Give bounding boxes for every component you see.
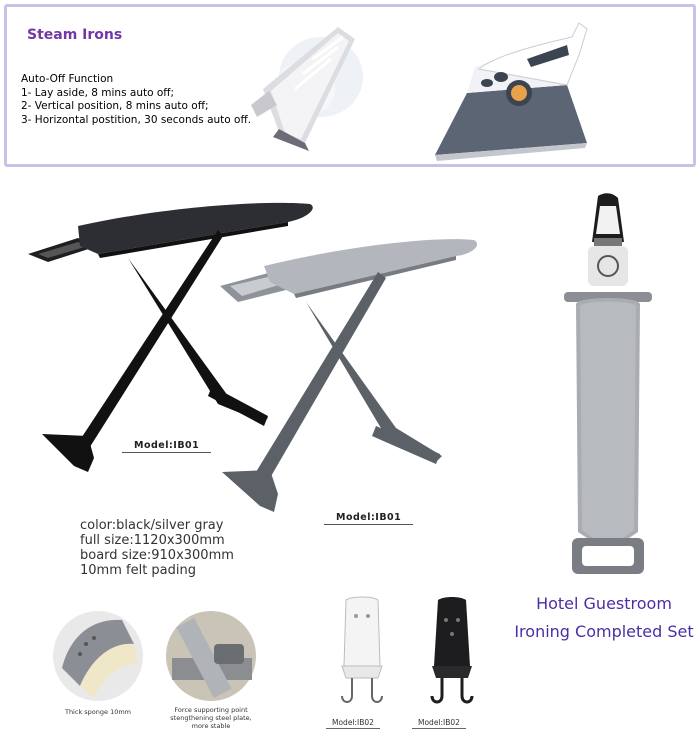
model-label-gray: Model:IB01 — [324, 512, 413, 525]
holder-black-model: Model:IB02 — [412, 718, 466, 729]
feature-item: 3- Horizontal postition, 30 seconds auto off. — [21, 113, 252, 126]
steel-plate-caption — [154, 706, 268, 730]
plate-caption-line: stengthening steel plate, — [170, 714, 252, 722]
model-label-black: Model:IB01 — [122, 440, 211, 453]
holder-white-model: Model:IB02 — [326, 718, 380, 729]
sponge-detail-image — [52, 608, 144, 704]
iron-holder-white-image — [332, 596, 392, 710]
set-title-line1: Hotel Guestroom — [536, 594, 672, 613]
spec-felt: 10mm felt pading — [80, 563, 196, 578]
set-title-line2: Ironing Completed Set — [514, 622, 694, 641]
ironing-board-gray — [216, 232, 486, 532]
spec-board-size: board size:910x300mm — [80, 548, 234, 563]
plate-caption-line: Force supporting point — [174, 706, 248, 714]
steam-iron-side-image — [427, 15, 597, 165]
plate-caption-line: more stable — [191, 722, 231, 730]
wall-mounted-board-set — [558, 192, 658, 584]
sponge-caption: Thick sponge 10mm — [64, 708, 132, 716]
feature-item: 2- Vertical position, 8 mins auto off; — [21, 100, 209, 112]
spec-color: color:black/silver gray — [80, 518, 224, 533]
auto-off-features — [21, 73, 251, 127]
panel-title: Steam Irons — [27, 27, 123, 43]
steel-plate-detail-image — [164, 608, 258, 704]
steam-irons-panel — [4, 4, 696, 167]
feature-item: 1- Lay aside, 8 mins auto off; — [21, 86, 175, 99]
spec-full-size: full size:1120x300mm — [80, 533, 225, 548]
board-specs — [80, 518, 234, 578]
steam-iron-image — [243, 19, 373, 159]
iron-holder-black-image — [424, 596, 480, 710]
features-heading: Auto-Off Function — [21, 73, 114, 85]
